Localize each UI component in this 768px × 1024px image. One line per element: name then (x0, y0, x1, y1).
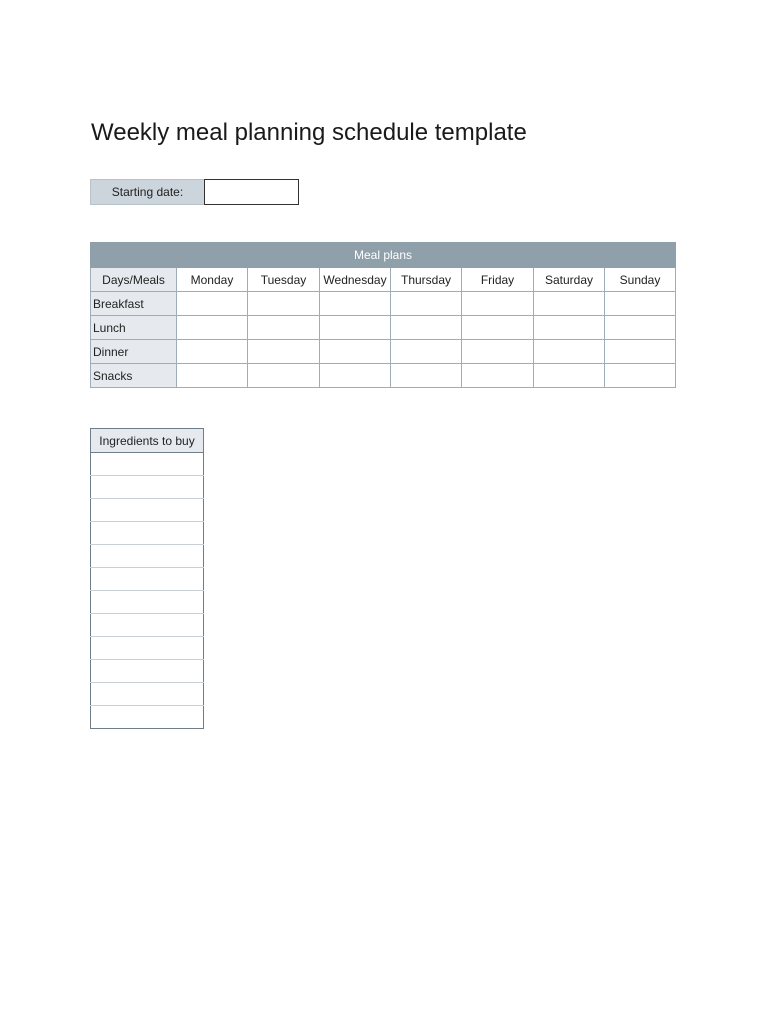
meal-row-breakfast (91, 292, 676, 316)
meal-cell (177, 292, 248, 316)
ingredient-row (91, 453, 204, 476)
meal-cell-input-breakfast-friday[interactable] (462, 292, 533, 315)
ingredient-row (91, 660, 204, 683)
meal-row-lunch (91, 316, 676, 340)
meal-cell (605, 292, 676, 316)
meal-cell-input-lunch-monday[interactable] (177, 316, 247, 339)
ingredient-input[interactable] (91, 591, 203, 613)
meal-cell (391, 316, 462, 340)
meal-cell (320, 292, 391, 316)
day-header-thursday: Thursday (391, 268, 462, 292)
meal-cell-input-breakfast-sunday[interactable] (605, 292, 675, 315)
meal-cell-input-dinner-friday[interactable] (462, 340, 533, 363)
meal-cell (534, 316, 605, 340)
meal-cell (605, 316, 676, 340)
day-header-monday: Monday (177, 268, 248, 292)
meal-cell-input-dinner-thursday[interactable] (391, 340, 461, 363)
meal-cell-input-lunch-friday[interactable] (462, 316, 533, 339)
meal-plans-banner: Meal plans (91, 243, 676, 268)
meal-cell (320, 340, 391, 364)
meal-cell-input-lunch-sunday[interactable] (605, 316, 675, 339)
ingredient-input[interactable] (91, 545, 203, 567)
ingredient-input[interactable] (91, 453, 203, 475)
meal-cell (177, 316, 248, 340)
meal-label-snacks: Snacks (91, 364, 177, 388)
meal-cell-input-dinner-wednesday[interactable] (320, 340, 390, 363)
meal-cell-input-snacks-thursday[interactable] (391, 364, 461, 387)
meal-cell (248, 340, 320, 364)
meal-cell (177, 364, 248, 388)
meal-cell (462, 292, 534, 316)
meal-cell-input-breakfast-monday[interactable] (177, 292, 247, 315)
meal-cell (320, 316, 391, 340)
ingredient-cell (91, 683, 204, 706)
meal-cell (248, 316, 320, 340)
ingredient-row (91, 591, 204, 614)
meal-row-dinner (91, 340, 676, 364)
meal-label-dinner: Dinner (91, 340, 177, 364)
ingredient-row (91, 706, 204, 729)
days-meals-header: Days/Meals (91, 268, 177, 292)
ingredient-input[interactable] (91, 522, 203, 544)
meal-plan-table (90, 242, 676, 388)
meal-label-breakfast: Breakfast (91, 292, 177, 316)
meal-cell-input-dinner-monday[interactable] (177, 340, 247, 363)
meal-cell-input-breakfast-tuesday[interactable] (248, 292, 319, 315)
meal-cell-input-lunch-saturday[interactable] (534, 316, 604, 339)
ingredients-header: Ingredients to buy (91, 429, 204, 453)
meal-cell (605, 364, 676, 388)
ingredient-input[interactable] (91, 660, 203, 682)
starting-date-row (90, 179, 299, 205)
day-header-wednesday: Wednesday (320, 268, 391, 292)
ingredient-row (91, 545, 204, 568)
meal-cell (248, 292, 320, 316)
meal-cell-input-snacks-saturday[interactable] (534, 364, 604, 387)
meal-cell-input-snacks-sunday[interactable] (605, 364, 675, 387)
starting-date-input[interactable] (204, 179, 299, 205)
ingredient-cell (91, 522, 204, 545)
meal-cell (534, 340, 605, 364)
meal-cell (391, 292, 462, 316)
day-header-sunday: Sunday (605, 268, 676, 292)
ingredient-input[interactable] (91, 499, 203, 521)
ingredient-cell (91, 476, 204, 499)
ingredient-input[interactable] (91, 614, 203, 636)
ingredient-cell (91, 568, 204, 591)
meal-cell-input-dinner-sunday[interactable] (605, 340, 675, 363)
meal-cell-input-breakfast-saturday[interactable] (534, 292, 604, 315)
meal-cell (177, 340, 248, 364)
meal-cell-input-snacks-wednesday[interactable] (320, 364, 390, 387)
ingredient-row (91, 522, 204, 545)
meal-cell (320, 364, 391, 388)
meal-cell-input-dinner-saturday[interactable] (534, 340, 604, 363)
day-header-friday: Friday (462, 268, 534, 292)
meal-cell-input-lunch-tuesday[interactable] (248, 316, 319, 339)
meal-cell (462, 316, 534, 340)
meal-cell-input-lunch-thursday[interactable] (391, 316, 461, 339)
ingredient-cell (91, 660, 204, 683)
ingredient-cell (91, 614, 204, 637)
ingredient-input[interactable] (91, 637, 203, 659)
ingredient-input[interactable] (91, 476, 203, 498)
day-header-tuesday: Tuesday (248, 268, 320, 292)
ingredient-cell (91, 453, 204, 476)
ingredient-cell (91, 637, 204, 660)
meal-cell (391, 340, 462, 364)
meal-row-snacks (91, 364, 676, 388)
meal-cell (534, 364, 605, 388)
ingredients-table (90, 428, 204, 729)
meal-cell (248, 364, 320, 388)
meal-cell (534, 292, 605, 316)
ingredient-row (91, 683, 204, 706)
day-header-saturday: Saturday (534, 268, 605, 292)
ingredient-cell (91, 591, 204, 614)
meal-cell-input-snacks-monday[interactable] (177, 364, 247, 387)
ingredient-row (91, 476, 204, 499)
ingredient-input[interactable] (91, 683, 203, 705)
meal-cell-input-breakfast-wednesday[interactable] (320, 292, 390, 315)
ingredient-cell (91, 499, 204, 522)
ingredient-row (91, 499, 204, 522)
meal-cell-input-dinner-tuesday[interactable] (248, 340, 319, 363)
meal-cell (462, 364, 534, 388)
ingredient-cell (91, 706, 204, 729)
meal-cell-input-snacks-tuesday[interactable] (248, 364, 319, 387)
meal-cell-input-lunch-wednesday[interactable] (320, 316, 390, 339)
ingredient-row (91, 614, 204, 637)
ingredient-row (91, 637, 204, 660)
page-title: Weekly meal planning schedule template (91, 119, 527, 146)
starting-date-label: Starting date: (90, 179, 204, 205)
meal-label-lunch: Lunch (91, 316, 177, 340)
ingredient-cell (91, 545, 204, 568)
meal-cell (605, 340, 676, 364)
ingredient-input[interactable] (91, 568, 203, 590)
ingredient-row (91, 568, 204, 591)
meal-cell-input-breakfast-thursday[interactable] (391, 292, 461, 315)
ingredient-input[interactable] (91, 706, 203, 728)
meal-cell (462, 340, 534, 364)
meal-cell-input-snacks-friday[interactable] (462, 364, 533, 387)
meal-cell (391, 364, 462, 388)
